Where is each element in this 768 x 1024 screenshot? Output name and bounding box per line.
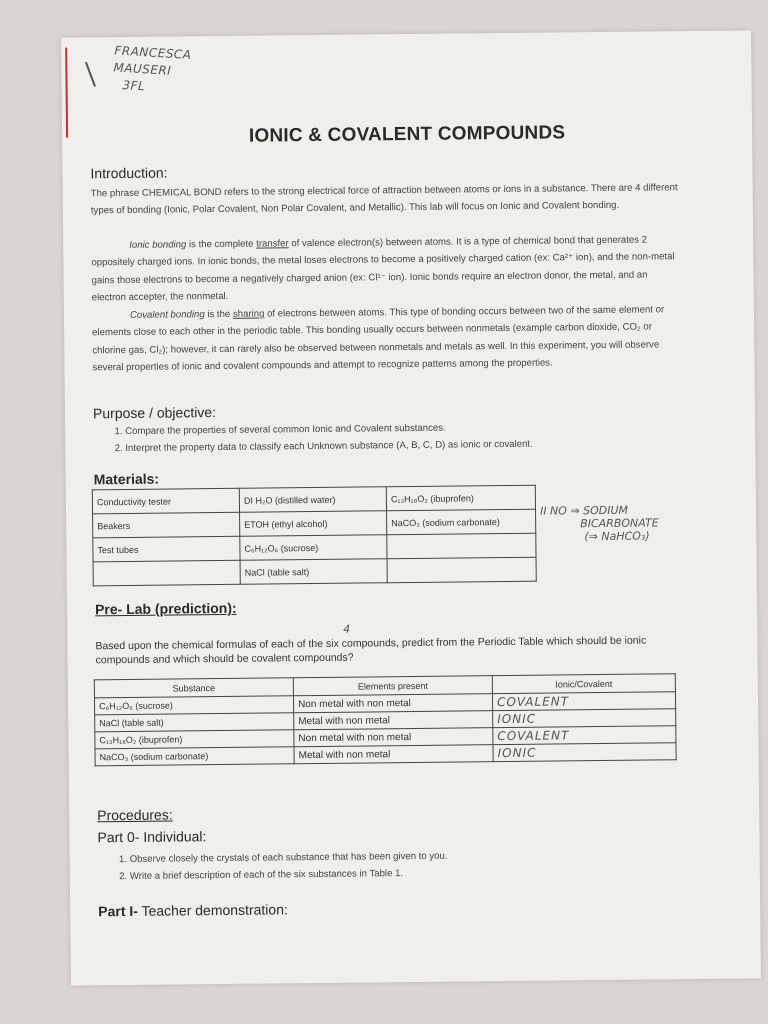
part1-heading: Part I- Teacher demonstration: xyxy=(98,901,288,920)
worksheet-page xyxy=(61,30,761,985)
part0-heading: Part 0- Individual: xyxy=(97,828,207,846)
materials-heading: Materials: xyxy=(93,470,160,488)
materials-table xyxy=(92,485,537,587)
table-row: Test tubes C₆H₁₂O₆ (sucrose) xyxy=(93,533,536,562)
list-item: 2. Write a brief description of each of the six substances in Table 1. xyxy=(130,862,690,885)
procedures-list xyxy=(110,845,690,885)
procedures-heading: Procedures: xyxy=(97,806,173,824)
table-row: C₆H₁₂O₆ (sucrose) Non metal with non metal COVALENT xyxy=(94,692,675,715)
introduction-heading: Introduction: xyxy=(90,164,168,182)
handwritten-side-note: II NO ⇒ SODIUM BICARBONATE (⇒ NaHCO₃) xyxy=(539,503,659,544)
table-row: NaCO₃ (sodium carbonate) Metal with non metal IONIC xyxy=(95,743,676,766)
pen-stroke xyxy=(85,62,96,87)
purpose-list xyxy=(105,417,685,457)
list-item: 1. Observe closely the crystals of each substance that has been given to you. xyxy=(130,845,690,868)
handwritten-four: 4 xyxy=(343,622,351,636)
table-row: C₁₃H₁₈O₂ (ibuprofen) Non metal with non metal COVALENT xyxy=(95,726,676,749)
table-row: Beakers ETOH (ethyl alcohol) NaCO₃ (sodium carbonate) xyxy=(93,509,536,538)
list-item: 1. Compare the properties of several common Ionic and Covalent substances. xyxy=(125,417,685,440)
table-row: Conductivity tester DI H₂O (distilled water) C₁₃H₁₈O₂ (ibuprofen) xyxy=(92,485,535,514)
intro-paragraph: The phrase CHEMICAL BOND refers to the strong electrical force of attraction between atoms or ions in a substance. There are 4 different types of bonding (Ionic, Polar Covalent, Non Polar Covalent, and Metallic). This lab will focus on Ionic and Covalent bonding. xyxy=(90,182,678,217)
red-margin-mark xyxy=(65,48,68,138)
table-row: NaCl (table salt) Metal with non metal IONIC xyxy=(95,709,676,732)
table-header-row: Substance Elements present Ionic/Covalent xyxy=(94,674,675,698)
page-title: IONIC & COVALENT COMPOUNDS xyxy=(248,122,566,147)
prelab-heading: Pre- Lab (prediction): xyxy=(94,599,237,618)
prelab-table xyxy=(94,673,677,766)
ionic-paragraph: Ionic bonding is the complete transfer of valence electron(s) between atoms. It is a type of chemical bond that generates 2 oppositely charged ions. In ionic bonds, the metal loses electrons to become a positively charged cation (ex: Ca²⁺ ion), and the non-metal gains those electrons to become a negatively charged anion (ex: Cl¹⁻ ion). Ionic bonds require an electron donor, the metal, and an electron accepter, the nonmetal. xyxy=(91,234,675,304)
handwritten-name: FRANCESCA MAUSERI 3FL xyxy=(113,43,192,94)
purpose-heading: Purpose / objective: xyxy=(92,404,217,422)
covalent-paragraph: Covalent bonding is the sharing of electrons between atoms. This type of bonding occurs between two of the same element or elements close to each other in the periodic table. This bonding usually occurs between nonmetals (example carbon dioxide, CO₂ or chlorine gas, Cl₂); however, it can rarely also be observed between nonmetals and metals as well. In this experiment, you will observe several properties of ionic and covalent compounds and attempt to recognize patterns among the properties. xyxy=(92,304,665,374)
prelab-question: Based upon the chemical formulas of each of the six compounds, predict from the Periodic Table which should be ionic compounds and which should be covalent compounds? xyxy=(95,634,647,667)
table-row: NaCl (table salt) xyxy=(93,557,536,586)
list-item: 2. Interpret the property data to classify each Unknown substance (A, B, C, D) as ionic or covalent. xyxy=(125,434,685,457)
